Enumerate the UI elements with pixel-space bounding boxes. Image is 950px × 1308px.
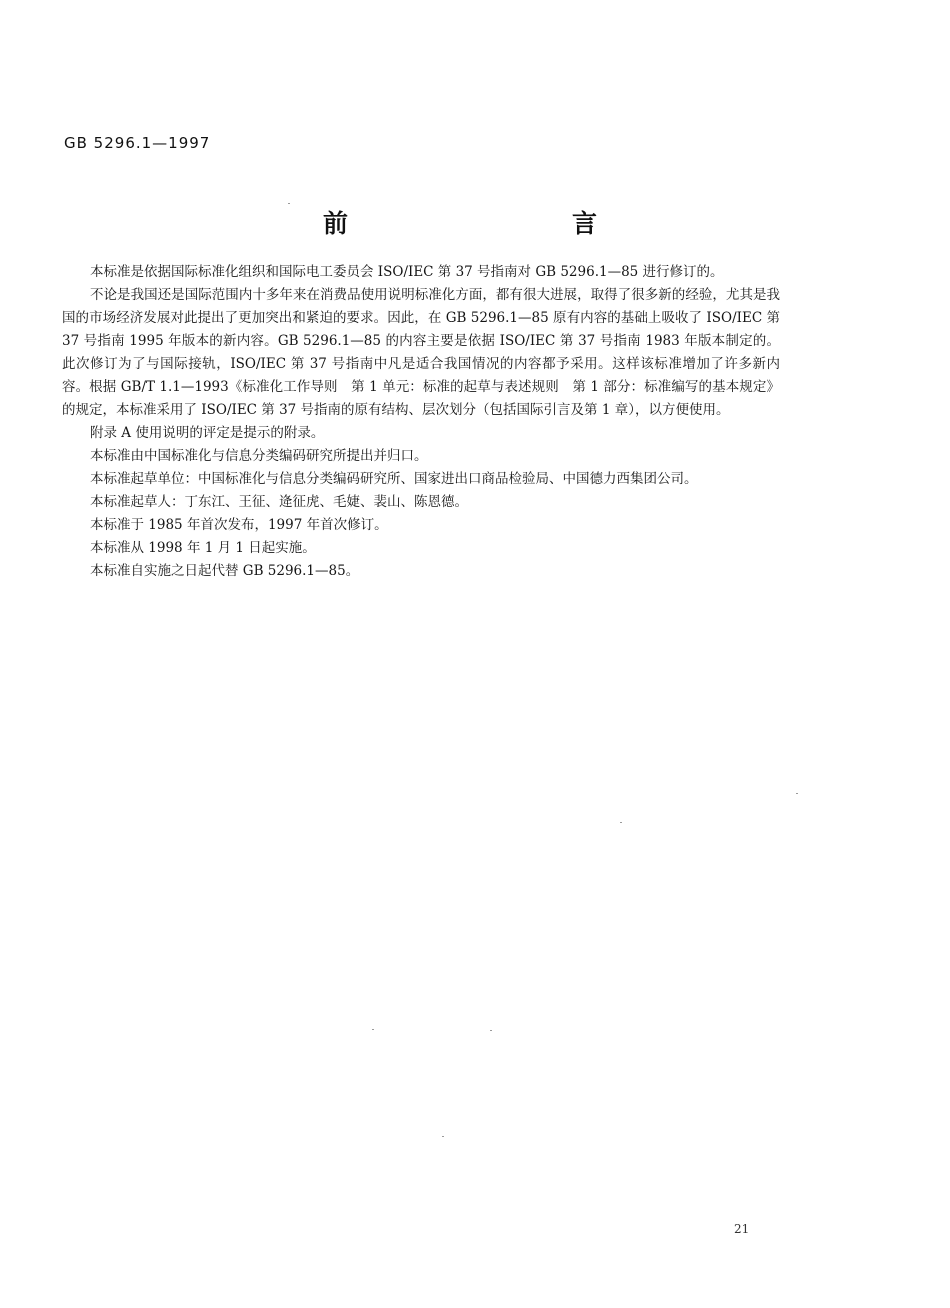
scan-speck	[796, 793, 798, 794]
page-title: 前 言	[322, 209, 655, 238]
paragraph-publication: 本标准于 1985 年首次发布，1997 年首次修订。	[90, 517, 388, 533]
paragraph-drafters: 本标准起草人：丁东江、王征、逄征虎、毛婕、裴山、陈恩德。	[90, 494, 468, 510]
standard-code: GB 5296.1—1997	[64, 134, 211, 152]
scan-speck	[490, 1030, 492, 1031]
paragraph-revision-background: 不论是我国还是国际范围内十多年来在消费品使用说明标准化方面，都有很大进展，取得了很多新的经验，尤其是我国的市场经济发展对此提出了更加突出和紧迫的要求。因此，在 GB 5296.1—85 原有内容的基础上吸收了 ISO/IEC 第 37 号指南 1995 年版本的新内容。GB 5296.1—85 的内容主要是依据 ISO/IEC 第 37 号指南 1983 年版本制定的。此次修订为了与国际接轨，ISO/IEC 第 37 号指南中凡是适合我国情况的内容都予采用。这样该标准增加了许多新内容。根据 GB/T 1.1—1993《标准化工作导则 第 1 单元：标准的起草与表述规则 第 1 部分：标准编写的基本规定》的规定，本标准采用了 ISO/IEC 第 37 号指南的原有结构、层次划分（包括国际引言及第 1 章），以方便使用。	[62, 287, 780, 418]
scan-speck	[288, 203, 290, 204]
scan-speck	[442, 1136, 444, 1137]
scan-speck	[372, 1029, 374, 1030]
scan-speck	[620, 822, 622, 823]
paragraph-proposer: 本标准由中国标准化与信息分类编码研究所提出并归口。	[90, 448, 428, 464]
paragraph-drafting-units: 本标准起草单位：中国标准化与信息分类编码研究所、国家进出口商品检验局、中国德力西集团公司。	[90, 471, 698, 487]
paragraph-replacement: 本标准自实施之日起代替 GB 5296.1—85。	[90, 563, 360, 579]
page-number: 21	[734, 1222, 750, 1236]
paragraph-basis: 本标准是依据国际标准化组织和国际电工委员会 ISO/IEC 第 37 号指南对 GB 5296.1—85 进行修订的。	[90, 264, 724, 280]
paragraph-effective-date: 本标准从 1998 年 1 月 1 日起实施。	[90, 540, 316, 556]
foreword-body	[62, 261, 780, 583]
paragraph-annex: 附录 A 使用说明的评定是提示的附录。	[90, 425, 325, 441]
